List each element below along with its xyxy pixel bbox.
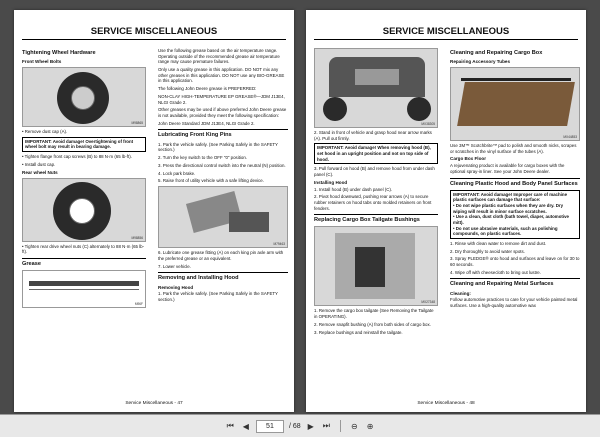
next-page-icon[interactable]: ▶ (307, 421, 314, 431)
left-page-column-1: Tightening Wheel Hardware Front Wheel Bolts M98865 • Remove dust cap (A). IMPORTANT: Avoid damage! Overtightening of front wheel bolt may result in bearing damage. • Tighten flange front cap screws (B) to 88 N·m (65 lb-ft). • Install dust cap. Rear wheel Nuts M98856 • Tighten rear drive wheel nuts (C) alternately to 88 N·m (65 lb-ft). Grease M96F (22, 48, 146, 310)
rear-nuts-heading: Rear wheel Nuts (22, 169, 58, 175)
king-pins-heading: Lubricating Front King Pins (158, 129, 288, 139)
right-page-column-2: Cleaning and Repairing Cargo Box Repairing Accessory Tubes MX44853 Use 3M™ Scotchbrite™ pad to polish and smooth nicks, scrapes or scratches in the vinyl surface of the tubes (A). Cargo Box Floor A rejuvenating product is available for cargo boxes with the optional spray-in liner. See your John Deere dealer. Cleaning Plastic Hood and Body Panel Surfaces IMPORTANT: Avoid damage! Improper care of machine plastic surfaces can damage that surface: • Do not wipe plastic surfaces when they are dry. Dry wiping will result in minor surface scratches. • Use a clean, dust cloth (bath towel, diaper, automotive mitt). • Do not use abrasive materials, such as polishing compounds, on plastic surfaces. 1. Rinse with clean water to remove dirt and dust. 2. Dry thoroughly to avoid water spots. 3. Spray PLEDGE® onto hood and surfaces and leave on for 30 to 60 seconds. 4. Wipe off with cheesecloth to bring out lustre. Cleaning and Repairing Metal Surfaces Cleaning: Follow automotive practices to care for your vehicle painted metal surfaces. Use a high-quality automotive wax (450, 50, 580, 309)
left-page-column-2: Use the following grease based on the air temperature range. Operating outside of the recommended grease air temperature range may cause premature failures. Only use a quality grease in this application. DO NOT mix any other greases in this application. DO NOT use any BIO-GREASE in this application. The following John Deere grease is PREFERRED: NON-CLAY HIGH-TEMPERATURE EP GREASE®—JDM J13E4, NLGI Grade 2. Other greases may be used if above preferred John Deere grease is not available, provided they meet the following specification: John Deere Standard JDM J13E4, NLGI Grade 2. Lubricating Front King Pins 1. Park the vehicle safely. (See Parking Safely in the SAFETY section.) 2. Turn the key switch to the OFF "0" position. 3. Press the directional control switch into the neutral (N) position. 4. Lock park brake. 5. Raise front of utility vehicle with a safe lifting device. M79463 6. Lubricate one grease fitting (A) on each king pin axle arm with the preferred grease or an equivalent. 7. Lower vehicle. Removing and Installing Hood Removing Hood 1. Park the vehicle safely. (See Parking Safely in the SAFETY section.) (158, 48, 287, 302)
rear-wheel-image: M98856 (22, 178, 146, 242)
right-page (306, 10, 586, 412)
tailgate-image: MX27348 (314, 226, 438, 306)
right-page-column-1: MX38305 2. Stand in front of vehicle and grasp hood near arrow marks (A). Pull out firmly. IMPORTANT: Avoid damage! When removing hood (B), set hood in an upright position and not on top side of hood. 3. Pull forward on hood (B) and remove hood from under dash panel (C). Installing Hood 1. Install hood (B) under dash panel (C). 2. Pivot hood downward, pushing rear arrows (A) to secure rubber retainers on hood tabs onto molded retainers on front fenders. Replacing Cargo Box Tailgate Bushings MX27348 1. Remove the cargo box tailgate (See Removing the Tailgate in OPERATING). 2. Remove snapfit bushing (A) from both sides of cargo box. 3. Replace bushings and reinstall the tailgate. (314, 48, 438, 338)
front-bolts-heading: Front Wheel Bolts (22, 59, 62, 65)
zoom-in-icon[interactable]: ⊕ (366, 421, 374, 431)
hood-image: MX38305 (314, 48, 438, 128)
right-page-footer: Service Miscellaneous - 48 (417, 401, 475, 406)
hood-warning: IMPORTANT: Avoid damage! When removing hood (B), set hood in an upright position and not on top side of hood. (314, 143, 438, 164)
page-total: / 68 (288, 422, 301, 430)
hood-heading: Removing and Installing Hood (158, 272, 288, 282)
right-page-header: SERVICE MISCELLANEOUS (314, 26, 578, 40)
plastic-cleaning-heading: Cleaning Plastic Hood and Body Panel Surfaces (450, 178, 580, 188)
first-page-icon[interactable]: ⏮ (226, 421, 234, 430)
grease-chart-image: M96F (22, 270, 146, 308)
page-number-input[interactable]: 51 (256, 420, 284, 433)
zoom-out-icon[interactable]: ⊖ (351, 421, 358, 431)
grease-heading: Grease (22, 258, 146, 268)
tailgate-heading: Replacing Cargo Box Tailgate Bushings (314, 214, 438, 224)
overtighten-warning: IMPORTANT: Avoid damage! Overtightening of front wheel bolt may result in bearing damage. (22, 137, 146, 152)
prev-page-icon[interactable]: ◀ (242, 421, 249, 431)
tightening-heading: Tightening Wheel Hardware (22, 50, 96, 56)
front-wheel-image: M98865 (22, 67, 146, 127)
metal-cleaning-heading: Cleaning and Repairing Metal Surfaces (450, 278, 580, 288)
cargo-box-heading: Cleaning and Repairing Cargo Box (450, 50, 543, 56)
last-page-icon[interactable]: ⏭ (322, 421, 330, 430)
king-pin-image: M79463 (158, 186, 288, 248)
left-page-footer: Service Miscellaneous - 47 (125, 401, 183, 406)
left-page-header: SERVICE MISCELLANEOUS (22, 26, 286, 40)
plastic-warning: IMPORTANT: Avoid damage! Improper care of machine plastic surfaces can damage that surface: • Do not wipe plastic surfaces when they are dry. Dry wiping will result in minor surface scratches. • Use a clean, dust cloth (bath towel, diaper, automotive mitt). • Do not use abrasive materials, such as polishing compounds, on plastic surfaces. (450, 190, 580, 239)
left-page (14, 10, 294, 412)
cargo-box-image: MX44853 (450, 67, 580, 141)
viewer-toolbar (0, 414, 600, 437)
